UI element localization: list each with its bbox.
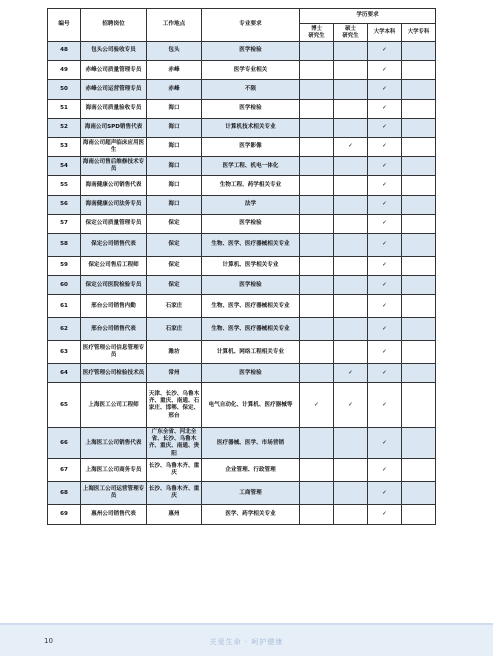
row-phd xyxy=(300,137,334,156)
row-phd xyxy=(300,364,334,383)
row-bachelor: ✓ xyxy=(368,383,402,428)
row-location: 海口 xyxy=(147,99,202,118)
recruitment-table xyxy=(47,8,436,525)
row-position: 上海医工公司运营管理专员 xyxy=(81,482,147,505)
row-master xyxy=(334,176,368,195)
row-position: 海南健康公司法务专员 xyxy=(81,195,147,214)
table-row xyxy=(48,428,436,459)
header-major: 专业要求 xyxy=(202,9,300,42)
row-college xyxy=(402,364,436,383)
row-major: 医学检验 xyxy=(202,42,300,61)
row-position: 惠州公司销售代表 xyxy=(81,505,147,524)
row-master xyxy=(334,276,368,295)
row-major: 法学 xyxy=(202,195,300,214)
row-college xyxy=(402,99,436,118)
table-row xyxy=(48,61,436,80)
row-phd xyxy=(300,295,334,318)
row-master xyxy=(334,341,368,364)
row-location: 天津、长沙、乌鲁木齐、重庆、南通、石家庄、邯郸、保定、邢台 xyxy=(147,383,202,428)
table-row xyxy=(48,295,436,318)
row-bachelor: ✓ xyxy=(368,137,402,156)
row-location: 长沙、乌鲁木齐、重庆 xyxy=(147,459,202,482)
table-row xyxy=(48,137,436,156)
row-major: 医学工程、机电一体化 xyxy=(202,157,300,176)
row-major: 医学检验 xyxy=(202,364,300,383)
row-college xyxy=(402,341,436,364)
row-phd xyxy=(300,276,334,295)
row-number: 66 xyxy=(48,428,81,459)
row-position: 保定公司售后工程师 xyxy=(81,256,147,275)
row-number: 53 xyxy=(48,137,81,156)
row-number: 48 xyxy=(48,42,81,61)
row-position: 上海医工公司商务专员 xyxy=(81,459,147,482)
row-bachelor: ✓ xyxy=(368,61,402,80)
row-location: 石家庄 xyxy=(147,295,202,318)
row-major: 医学检验 xyxy=(202,214,300,233)
row-number: 50 xyxy=(48,80,81,99)
row-college xyxy=(402,118,436,137)
row-major: 医学专业相关 xyxy=(202,61,300,80)
row-college xyxy=(402,157,436,176)
table-row xyxy=(48,341,436,364)
table-row xyxy=(48,505,436,524)
row-bachelor: ✓ xyxy=(368,42,402,61)
row-number: 54 xyxy=(48,157,81,176)
row-master xyxy=(334,233,368,256)
row-major: 生物、医学、医疗器械相关专业 xyxy=(202,318,300,341)
row-location: 海口 xyxy=(147,137,202,156)
row-position: 海南公司售后维修技术专员 xyxy=(81,157,147,176)
row-location: 海口 xyxy=(147,118,202,137)
row-master: ✓ xyxy=(334,364,368,383)
table-row xyxy=(48,42,436,61)
row-bachelor: ✓ xyxy=(368,99,402,118)
row-position: 医疗管理公司信息管理专员 xyxy=(81,341,147,364)
row-number: 49 xyxy=(48,61,81,80)
table-row xyxy=(48,99,436,118)
row-master xyxy=(334,195,368,214)
row-master xyxy=(334,99,368,118)
row-number: 67 xyxy=(48,459,81,482)
row-number: 65 xyxy=(48,383,81,428)
row-number: 64 xyxy=(48,364,81,383)
row-major: 电气自动化、计算机、医疗器械等 xyxy=(202,383,300,428)
row-position: 海南公司超声临床应用医生 xyxy=(81,137,147,156)
row-master xyxy=(334,428,368,459)
row-position: 赤峰公司质量管理专员 xyxy=(81,61,147,80)
row-major: 医学影像 xyxy=(202,137,300,156)
row-bachelor: ✓ xyxy=(368,256,402,275)
row-master xyxy=(334,80,368,99)
row-location: 赤峰 xyxy=(147,61,202,80)
table-row xyxy=(48,157,436,176)
row-position: 赤峰公司运营管理专员 xyxy=(81,80,147,99)
row-bachelor: ✓ xyxy=(368,118,402,137)
header-bachelor: 大学本科 xyxy=(368,24,402,42)
row-college xyxy=(402,42,436,61)
table-row xyxy=(48,256,436,275)
row-number: 51 xyxy=(48,99,81,118)
row-college xyxy=(402,176,436,195)
row-major: 生物工程、药学相关专业 xyxy=(202,176,300,195)
row-master xyxy=(334,482,368,505)
table-row xyxy=(48,383,436,428)
row-location: 海口 xyxy=(147,195,202,214)
table-body xyxy=(48,42,436,525)
table-row xyxy=(48,80,436,99)
row-major: 生物、医学、医疗器械相关专业 xyxy=(202,233,300,256)
row-bachelor: ✓ xyxy=(368,295,402,318)
row-master xyxy=(334,61,368,80)
row-position: 邢台公司销售代表 xyxy=(81,318,147,341)
row-bachelor: ✓ xyxy=(368,176,402,195)
row-number: 69 xyxy=(48,505,81,524)
row-position: 海南健康公司销售代表 xyxy=(81,176,147,195)
row-college xyxy=(402,214,436,233)
table-row xyxy=(48,195,436,214)
row-master xyxy=(334,42,368,61)
row-number: 56 xyxy=(48,195,81,214)
row-college xyxy=(402,428,436,459)
row-number: 68 xyxy=(48,482,81,505)
table-row xyxy=(48,276,436,295)
row-college xyxy=(402,276,436,295)
row-location: 赤峰 xyxy=(147,80,202,99)
row-major: 计算机技术相关专业 xyxy=(202,118,300,137)
row-number: 55 xyxy=(48,176,81,195)
row-master xyxy=(334,295,368,318)
row-bachelor: ✓ xyxy=(368,80,402,99)
row-bachelor: ✓ xyxy=(368,276,402,295)
header-position: 招聘岗位 xyxy=(81,9,147,42)
row-college xyxy=(402,482,436,505)
header-education: 学历要求 xyxy=(300,9,436,24)
row-location: 惠州 xyxy=(147,505,202,524)
row-major: 医学检验 xyxy=(202,99,300,118)
row-college xyxy=(402,80,436,99)
row-college xyxy=(402,318,436,341)
row-location: 长沙、乌鲁木齐、重庆 xyxy=(147,482,202,505)
row-phd xyxy=(300,61,334,80)
row-location: 保定 xyxy=(147,214,202,233)
row-phd xyxy=(300,505,334,524)
row-bachelor: ✓ xyxy=(368,233,402,256)
row-phd xyxy=(300,428,334,459)
row-location: 潍坊 xyxy=(147,341,202,364)
row-phd xyxy=(300,99,334,118)
row-college xyxy=(402,383,436,428)
row-major: 医疗器械、医学、市场营销 xyxy=(202,428,300,459)
row-master xyxy=(334,318,368,341)
row-location: 保定 xyxy=(147,276,202,295)
table-row xyxy=(48,214,436,233)
row-phd xyxy=(300,195,334,214)
row-number: 63 xyxy=(48,341,81,364)
row-bachelor: ✓ xyxy=(368,157,402,176)
row-major: 企业管理、行政管理 xyxy=(202,459,300,482)
row-position: 邢台公司销售内勤 xyxy=(81,295,147,318)
row-master: ✓ xyxy=(334,137,368,156)
page-number: 10 xyxy=(44,637,53,645)
row-major: 生物、医学、医疗器械相关专业 xyxy=(202,295,300,318)
row-college xyxy=(402,195,436,214)
table-row xyxy=(48,233,436,256)
header-num: 编号 xyxy=(48,9,81,42)
row-major: 不限 xyxy=(202,80,300,99)
row-number: 59 xyxy=(48,256,81,275)
row-phd xyxy=(300,176,334,195)
row-bachelor: ✓ xyxy=(368,482,402,505)
row-phd xyxy=(300,80,334,99)
row-major: 医学、药学相关专业 xyxy=(202,505,300,524)
row-position: 保定公司医院检验专员 xyxy=(81,276,147,295)
row-major: 计算机、医学相关专业 xyxy=(202,256,300,275)
row-position: 上海医工公司工程师 xyxy=(81,383,147,428)
row-number: 58 xyxy=(48,233,81,256)
row-phd xyxy=(300,233,334,256)
row-college xyxy=(402,459,436,482)
row-college xyxy=(402,505,436,524)
footer-slogan: 关爱生命 · 呵护健康 xyxy=(209,638,284,646)
row-phd xyxy=(300,459,334,482)
table-row xyxy=(48,118,436,137)
row-college xyxy=(402,137,436,156)
header-phd: 博士 研究生 xyxy=(300,24,334,42)
row-phd xyxy=(300,256,334,275)
row-location: 保定 xyxy=(147,256,202,275)
row-master xyxy=(334,214,368,233)
row-position: 保定公司销售代表 xyxy=(81,233,147,256)
row-major: 工商管理 xyxy=(202,482,300,505)
row-major: 医学检验 xyxy=(202,276,300,295)
row-number: 57 xyxy=(48,214,81,233)
row-college xyxy=(402,61,436,80)
row-master xyxy=(334,505,368,524)
row-bachelor: ✓ xyxy=(368,364,402,383)
row-position: 包头公司验收专员 xyxy=(81,42,147,61)
row-location: 海口 xyxy=(147,157,202,176)
row-college xyxy=(402,233,436,256)
row-location: 保定 xyxy=(147,233,202,256)
row-position: 保定公司质量管理专员 xyxy=(81,214,147,233)
row-number: 62 xyxy=(48,318,81,341)
header-location: 工作地点 xyxy=(147,9,202,42)
row-phd xyxy=(300,214,334,233)
row-number: 61 xyxy=(48,295,81,318)
row-position: 医疗管理公司检验技术员 xyxy=(81,364,147,383)
row-master: ✓ xyxy=(334,383,368,428)
row-location: 石家庄 xyxy=(147,318,202,341)
row-master xyxy=(334,118,368,137)
row-bachelor: ✓ xyxy=(368,214,402,233)
row-college xyxy=(402,256,436,275)
row-number: 60 xyxy=(48,276,81,295)
row-location: 常州 xyxy=(147,364,202,383)
row-location: 广东全省、河北全省、长沙、乌鲁木齐、重庆、南通、贵阳 xyxy=(147,428,202,459)
row-phd xyxy=(300,318,334,341)
row-master xyxy=(334,459,368,482)
row-phd xyxy=(300,118,334,137)
table-row xyxy=(48,176,436,195)
row-position: 海南公司SPD销售代表 xyxy=(81,118,147,137)
row-phd xyxy=(300,42,334,61)
row-location: 海口 xyxy=(147,176,202,195)
row-master xyxy=(334,256,368,275)
row-bachelor: ✓ xyxy=(368,341,402,364)
row-phd xyxy=(300,482,334,505)
row-phd: ✓ xyxy=(300,383,334,428)
row-position: 海南公司质量验收专员 xyxy=(81,99,147,118)
row-college xyxy=(402,295,436,318)
header-college: 大学专科 xyxy=(402,24,436,42)
row-bachelor: ✓ xyxy=(368,505,402,524)
row-bachelor: ✓ xyxy=(368,318,402,341)
header-master: 硕士 研究生 xyxy=(334,24,368,42)
row-phd xyxy=(300,157,334,176)
table-row xyxy=(48,364,436,383)
row-number: 52 xyxy=(48,118,81,137)
row-bachelor: ✓ xyxy=(368,459,402,482)
table-row xyxy=(48,318,436,341)
row-master xyxy=(334,157,368,176)
row-bachelor: ✓ xyxy=(368,195,402,214)
row-position: 上海医工公司销售代表 xyxy=(81,428,147,459)
table-row xyxy=(48,459,436,482)
row-bachelor: ✓ xyxy=(368,428,402,459)
row-major: 计算机、网络工程相关专业 xyxy=(202,341,300,364)
row-location: 包头 xyxy=(147,42,202,61)
table-row xyxy=(48,482,436,505)
row-phd xyxy=(300,341,334,364)
